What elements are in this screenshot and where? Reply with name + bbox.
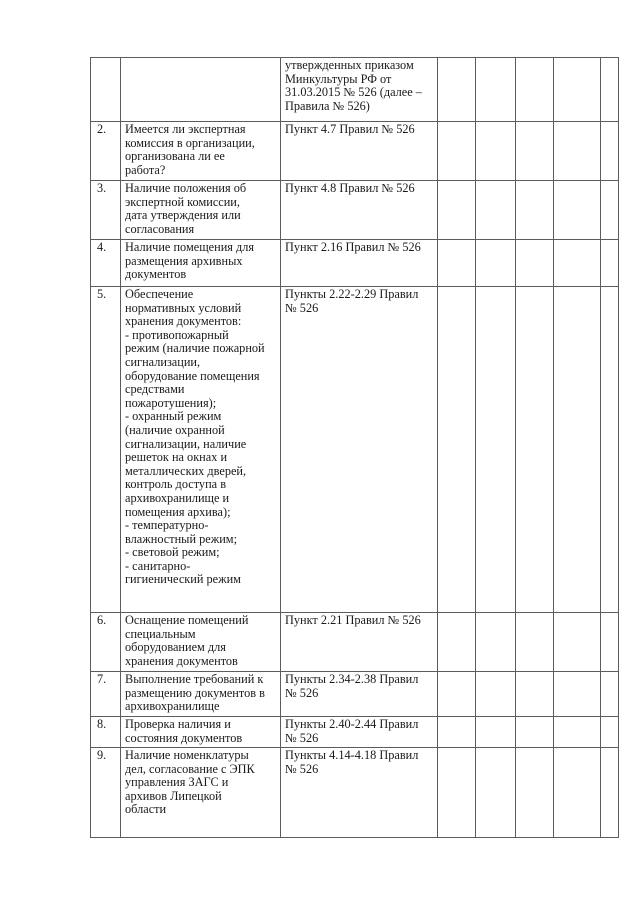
blank-cell [438,181,476,240]
requirement-cell [121,58,281,122]
row-number: 9. [91,748,121,838]
blank-cell [438,58,476,122]
requirement-text: Имеется ли экспертная комиссия в организации, организована ли ее работа? [125,122,255,177]
blank-cell [516,613,554,672]
blank-cell [601,58,619,122]
table-row [91,748,619,838]
reference-text: Пункт 4.8 Правил № 526 [285,181,415,195]
blank-cell [516,672,554,717]
requirement-cell [121,287,281,613]
blank-cell [476,287,516,613]
blank-cell [601,717,619,748]
row-number: 5. [91,287,121,613]
row-number: 4. [91,240,121,287]
blank-cell [601,181,619,240]
blank-cell [516,748,554,838]
requirement-text: Обеспечение нормативных условий хранения документов: - противопожарный режим (наличие пожарной сигнализации, оборудование помещения средствами пожаротушения); - охранный режим (наличие охранной сигнализации, наличие решеток на окнах и металлических дверей, контроль доступа в архивохранилище и помещения архива); - температурно- влажностный режим; - световой режим; - санитарно- гигиенический режим [125,287,265,587]
reference-text: Пункты 4.14-4.18 Правил № 526 [285,748,419,776]
table-row [91,58,619,122]
blank-cell [601,240,619,287]
table-row [91,122,619,181]
row-number: 6. [91,613,121,672]
requirement-text: Выполнение требований к размещению документов в архивохранилище [125,672,265,714]
reference-cell [281,748,438,838]
blank-cell [476,717,516,748]
reference-cell [281,122,438,181]
requirement-text: Наличие номенклатуры дел, согласование с ЭПК управления ЗАГС и архивов Липецкой области [125,748,255,817]
reference-text: Пункт 2.21 Правил № 526 [285,613,421,627]
reference-cell [281,181,438,240]
requirement-cell [121,240,281,287]
row-number [91,58,121,122]
blank-cell [438,748,476,838]
blank-cell [438,672,476,717]
blank-cell [554,672,601,717]
reference-cell [281,240,438,287]
table-row [91,672,619,717]
reference-text: утвержденных приказом Минкультуры РФ от 31.03.2015 № 526 (далее – Правила № 526) [285,58,422,113]
checklist-table [90,57,619,838]
requirement-cell [121,717,281,748]
blank-cell [438,122,476,181]
table-row [91,717,619,748]
table-row [91,240,619,287]
requirement-text: Наличие помещения для размещения архивных документов [125,240,255,282]
blank-cell [476,672,516,717]
reference-text: Пункт 2.16 Правил № 526 [285,240,421,254]
blank-cell [516,717,554,748]
blank-cell [601,287,619,613]
blank-cell [476,748,516,838]
blank-cell [438,240,476,287]
requirement-text: Оснащение помещений специальным оборудованием для хранения документов [125,613,249,668]
reference-cell [281,717,438,748]
row-number: 7. [91,672,121,717]
reference-text: Пункты 2.22-2.29 Правил № 526 [285,287,419,315]
blank-cell [438,717,476,748]
reference-text: Пункт 4.7 Правил № 526 [285,122,415,136]
blank-cell [516,240,554,287]
blank-cell [476,240,516,287]
reference-text: Пункты 2.34-2.38 Правил № 526 [285,672,419,700]
blank-cell [554,613,601,672]
blank-cell [516,58,554,122]
reference-cell [281,672,438,717]
requirement-cell [121,181,281,240]
blank-cell [516,181,554,240]
blank-cell [516,122,554,181]
requirement-cell [121,122,281,181]
reference-cell [281,287,438,613]
blank-cell [601,672,619,717]
requirement-cell [121,748,281,838]
reference-text: Пункты 2.40-2.44 Правил № 526 [285,717,419,745]
blank-cell [516,287,554,613]
blank-cell [476,613,516,672]
blank-cell [554,287,601,613]
blank-cell [438,287,476,613]
blank-cell [601,748,619,838]
table-row [91,181,619,240]
blank-cell [601,122,619,181]
blank-cell [438,613,476,672]
blank-cell [476,122,516,181]
blank-cell [476,181,516,240]
reference-cell [281,613,438,672]
requirement-text: Проверка наличия и состояния документов [125,717,243,745]
requirement-text: Наличие положения об экспертной комиссии, дата утверждения или согласования [125,181,247,236]
requirement-cell [121,672,281,717]
table-row [91,287,619,613]
blank-cell [554,240,601,287]
requirement-cell [121,613,281,672]
blank-cell [554,717,601,748]
checklist-body [91,58,619,838]
reference-cell [281,58,438,122]
row-number: 3. [91,181,121,240]
blank-cell [554,122,601,181]
blank-cell [554,58,601,122]
blank-cell [601,613,619,672]
blank-cell [554,181,601,240]
table-row [91,613,619,672]
row-number: 8. [91,717,121,748]
blank-cell [554,748,601,838]
blank-cell [476,58,516,122]
row-number: 2. [91,122,121,181]
